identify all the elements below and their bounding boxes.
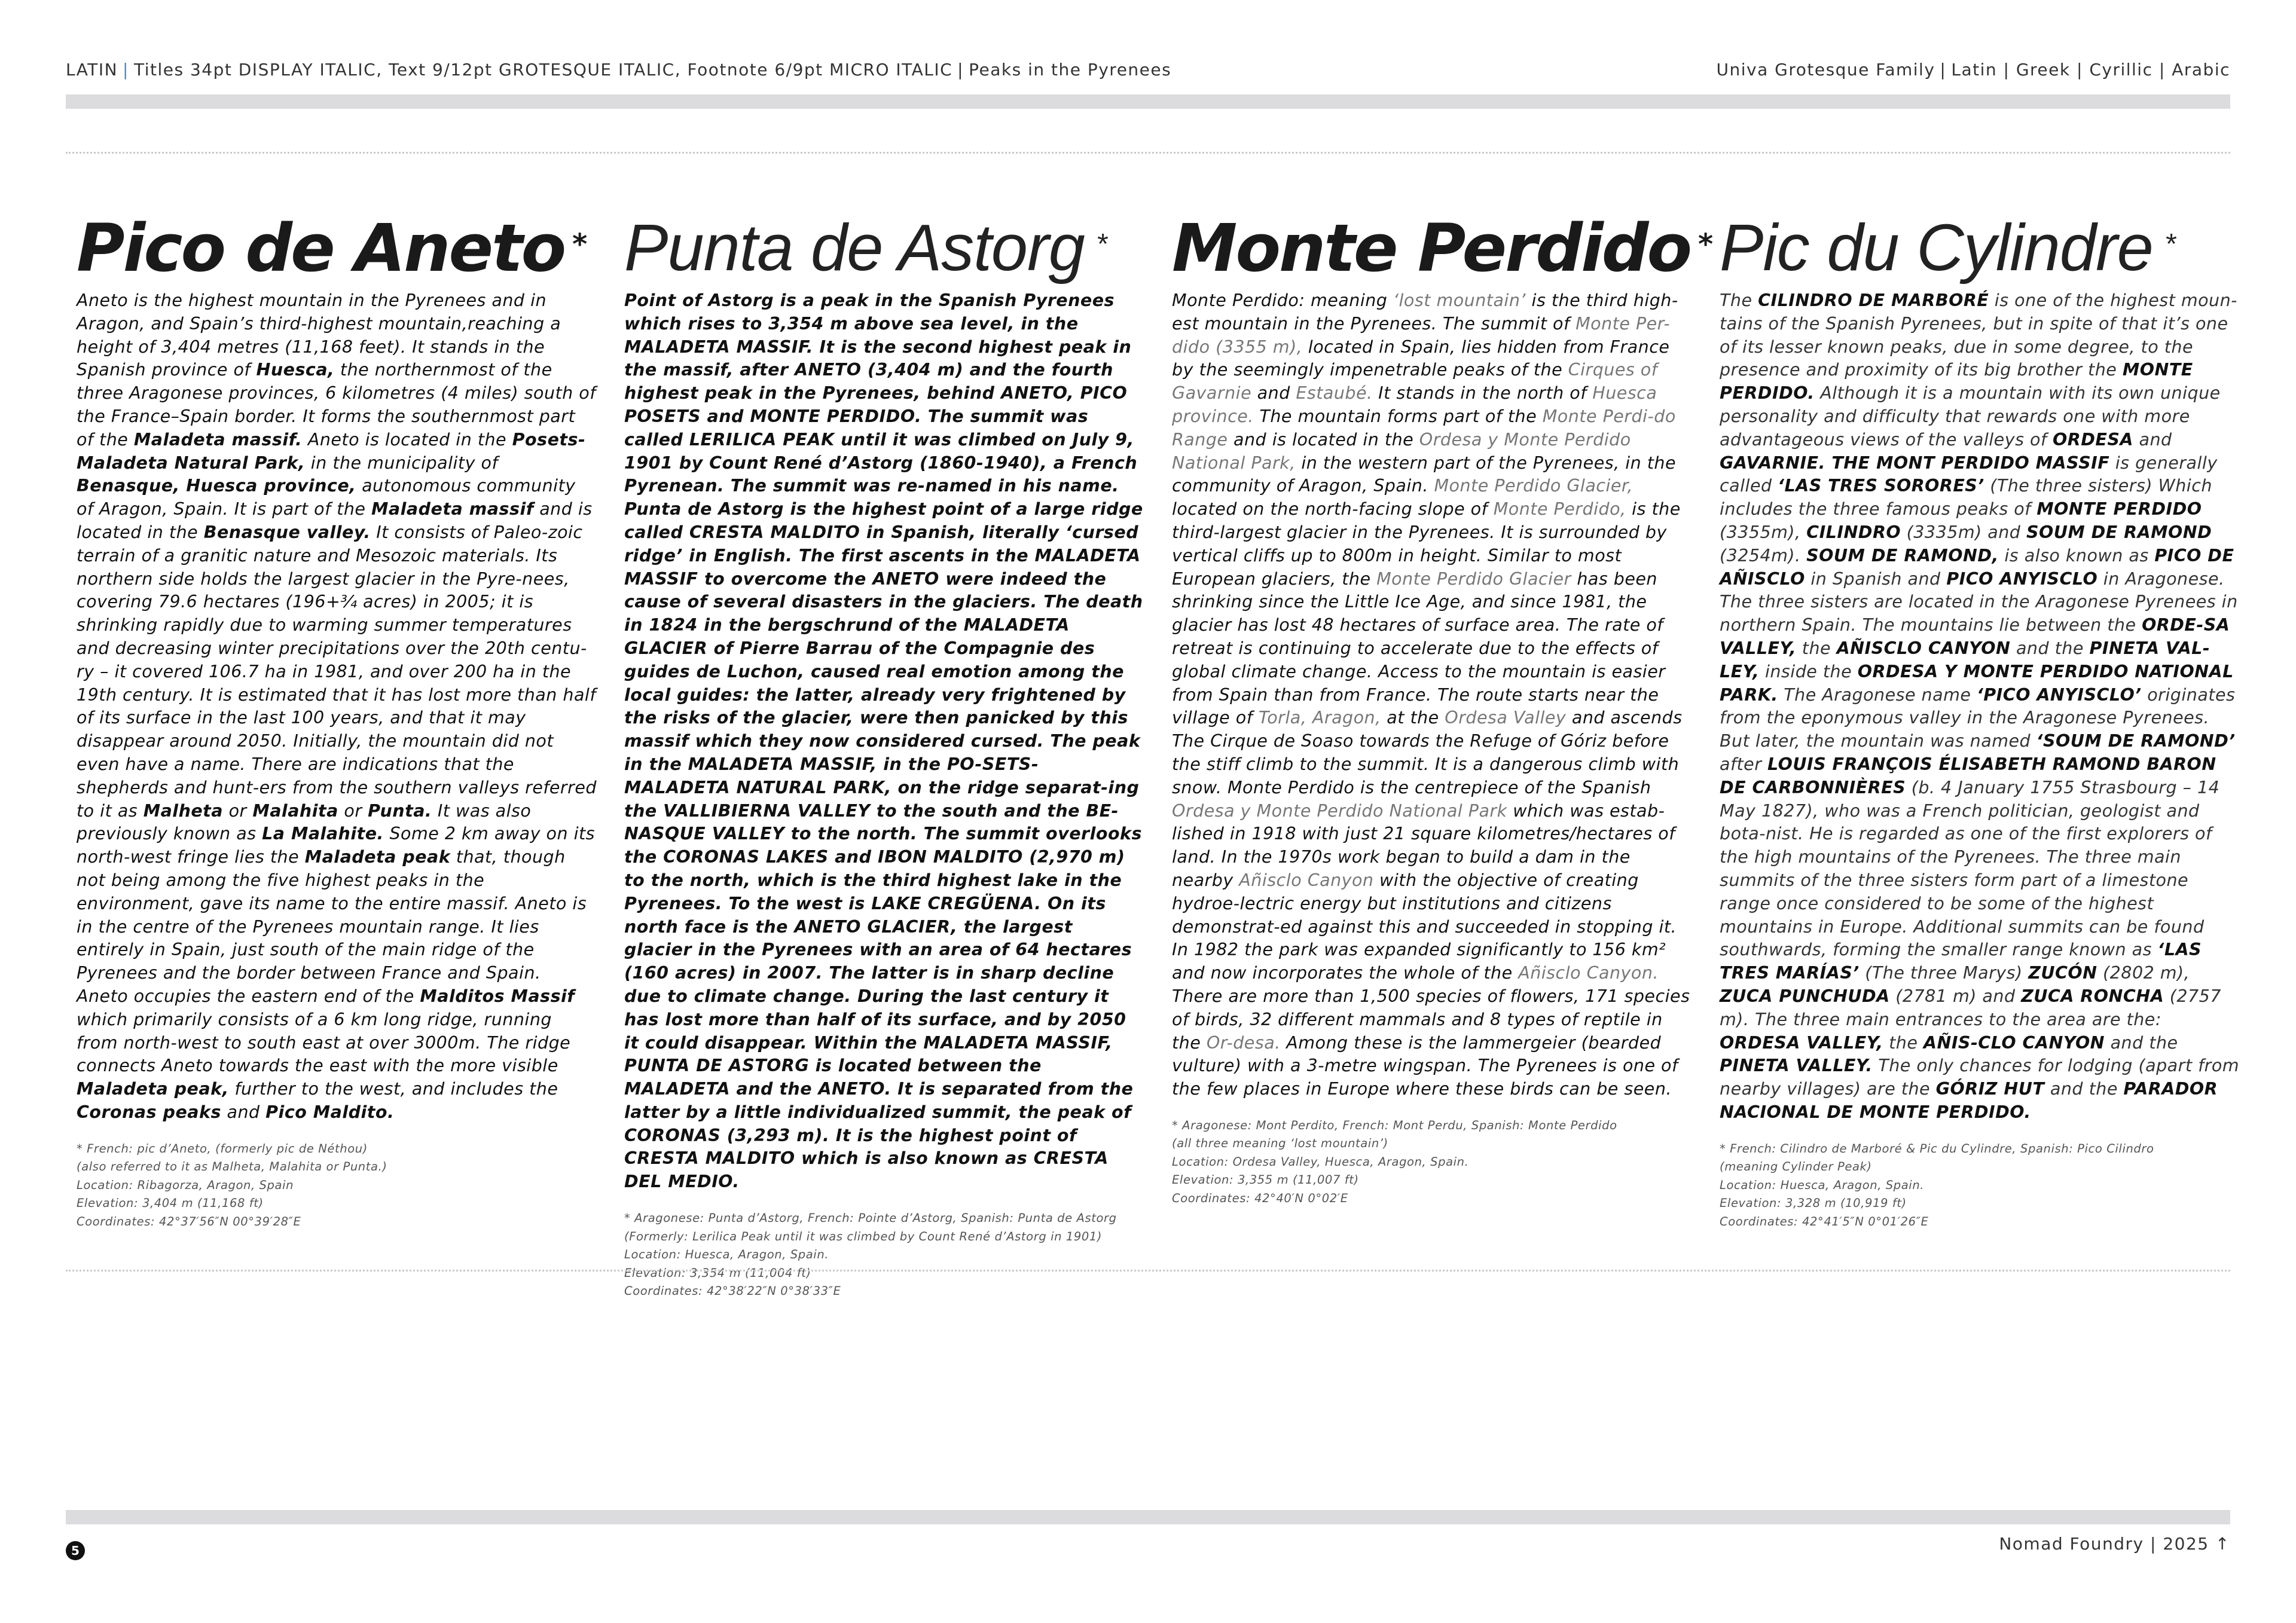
body-text-run: ORDESA Y MONTE PERDIDO NATIONAL PARK. (1720, 661, 2234, 705)
body-text-run: the (1796, 638, 1837, 658)
header-language: LATIN (66, 60, 118, 80)
body-text-run: which primarily consists of a 6 km long ridge, running from north-west to south east at over 3000m. The ridge connects Aneto towards the east with the more visible (77, 1009, 571, 1076)
body-text-run: and the (730, 1079, 819, 1099)
footnote-line: Elevation: 3,354 m (11,004 ft) (624, 1266, 811, 1280)
body-text-run: Or-desa. (1206, 1032, 1281, 1053)
body-text-run: and ascends The Cirque de Soaso towards the Refuge of Góriz before the stiff climb to the summit. It is a dangerous climb with snow. Monte Perdido is the centrepiece of the Spanish (1172, 708, 1683, 797)
body-text-run: ‘LAS TRES SORORES’ (1778, 476, 1984, 496)
body-text-run: CRESTA MALDITO (689, 522, 860, 542)
body-text-run: until it was climbed on July 9, 1901 by (624, 429, 1134, 473)
body-text-run: is also known as (1998, 545, 2155, 566)
body-text-run: CORONAS (624, 1125, 721, 1145)
column-title: Pic du Cylindre * (1720, 209, 2153, 287)
body-text-run: with the objective of creating hydroe-lectric energy but institutions and citizens demonstrat-ed against this and succeeded in stopping it. In 1982 the park was expanded significantly to 156 km² and now incorporates the whole of the (1172, 870, 1677, 983)
body-text-run: further to the west, and includes the (228, 1079, 558, 1099)
body-text-run: Huesca, (256, 360, 335, 380)
body-text-run: (1860-1940), a French Pyrenean. The summit was re-named in his name. Punta de Astorg is the highest point of a large ridge called (624, 453, 1143, 542)
body-text-run: MALADETA (624, 1079, 731, 1099)
body-text-run: ORDESA (2053, 429, 2133, 450)
body-text-run: ANETO, PICO POSETS (624, 383, 1128, 426)
body-text-run: CRESTA DEL MEDIO. (624, 1148, 1109, 1192)
body-text-run: ZUCÓN (2028, 963, 2097, 983)
column-body (77, 289, 597, 1124)
body-text-run: Estaubé. (1296, 383, 1373, 404)
header-divider: | (123, 60, 129, 80)
body-text-run: Cirques of Gavarnie (1172, 360, 1658, 404)
body-text-run: SOUM DE RAMOND, (1806, 545, 1999, 566)
page-number-badge: 5 (66, 1541, 85, 1560)
body-text-run: is the third high-est mountain in the Pyrenees. The summit of (1172, 291, 1678, 334)
body-text-run: ‘PICO ANYISCLO’ (1976, 684, 2142, 705)
footnote (77, 1140, 597, 1231)
body-text-run: It was also previously known as (77, 800, 532, 844)
body-text-run: La Malahite. (262, 824, 384, 844)
body-text-run: and the (2044, 1079, 2124, 1099)
body-text-run: VALLIBIERNA VALLEY (663, 800, 871, 821)
body-text-run: SOUM DE RAMOND (2026, 522, 2212, 542)
body-text-run: in the western part of the Pyrenees, in the community of Aragon, Spain. (1172, 453, 1677, 496)
body-text-run: ZUCA RONCHA (2021, 986, 2164, 1006)
footnote-line: * French: pic d’Aneto, (formerly pic de Néthou) (77, 1141, 368, 1156)
body-text-run: Maladeta massif. (133, 429, 303, 450)
body-text-run: CILINDRO DE MARBORÉ (1758, 291, 1989, 310)
body-text-run: located on the north-facing slope of (1172, 499, 1494, 519)
body-text-run: PICO ANYISCLO (1946, 568, 2098, 589)
header-family: Univa Grotesque Family (1716, 60, 1935, 80)
bottom-bar (66, 1510, 2230, 1524)
body-text-run: and (1251, 383, 1296, 404)
asterisk-marker: * (2164, 228, 2176, 260)
body-text-run: inside the (1759, 661, 1858, 681)
body-text-run: ‘SOUM DE RAMOND’ (2036, 731, 2236, 751)
body-text-run: Malditos Massif (420, 986, 575, 1006)
body-text-run: in Aragonese. The three sisters are located in the Aragonese Pyrenees in northern Spain. The mountains lie between the (1720, 568, 2238, 635)
body-text-run: Pierre Barrau (740, 638, 873, 658)
bottom-dotted-rule (66, 1270, 2230, 1271)
body-text-run: AÑIS-CLO CANYON (1923, 1032, 2105, 1053)
body-text-run: Monte Perdido Glacier (1376, 568, 1571, 589)
body-text-run: (b. 4 January 1755 Strasbourg – 14 May 1827), who was a French politician, geologist and bota-nist. He is regarded as one of the first explorers of the high mountains of the Pyrenees. The three main summits of the three sisters form part of a limestone range once considered to be some of the highest mountains in Europe. Additional summits can be found southwards, forming the smaller range known as (1720, 777, 2220, 960)
asterisk-marker: * (1698, 228, 1714, 261)
footer-credit: Nomad Foundry | 2025 ↑ (1999, 1534, 2230, 1554)
footnote (624, 1209, 1144, 1301)
body-text-run: MALADETA MASSIF. (624, 337, 814, 357)
body-text-run: Maladeta peak, (77, 1079, 229, 1099)
body-text-run: Monte Per-dido (3355 m), (1172, 313, 1671, 357)
body-text-run: Monte Perdido, (1493, 499, 1626, 519)
arrow-up-icon: ↑ (2215, 1534, 2230, 1554)
body-text-run: and is located in the (77, 499, 593, 542)
body-text-run: (3,404 m) and the fourth highest peak in the Pyrenees, behind (624, 360, 1113, 404)
body-text-run: in the (877, 754, 947, 774)
body-text-run: The only chances for lodging (apart from nearby villages) are the (1720, 1056, 2240, 1099)
footnote-line: Location: Huesca, Aragon, Spain. (624, 1248, 829, 1262)
body-text-run: Malheta (143, 800, 224, 821)
body-text-run: Point of Astorg is a peak in the Spanish Pyrenees which rises to 3,354 m above sea level, in the (624, 291, 1115, 334)
footnote-line: Location: Huesca, Aragon, Spain. (1720, 1178, 1925, 1192)
body-text-run: PINETA VALLEY. (1720, 1056, 1873, 1076)
body-text-run: It is separated from the latter by a little individualized summit, the peak of (624, 1079, 1134, 1122)
body-text-run: is located between the (809, 1056, 1042, 1076)
body-text-run: (The three sisters) Which includes the three famous peaks of (1720, 476, 2212, 519)
body-text-run: Posets-Maladeta Natural Park, (77, 429, 586, 473)
body-text-run: in Spanish, literally (860, 522, 1065, 542)
body-text-run: It stands in the north of (1372, 383, 1593, 404)
body-text-run: LAKE CREGÜENA. (871, 893, 1042, 913)
body-text-run: has been shrinking since the Little Ice Age, and since 1981, the glacier has lost 48 hectares of surface area. The rate of retreat is continuing to accelerate due to the effects of global climate change. Access to the mountain is easier from Spain than from France. The route starts near the village of (1172, 568, 1666, 728)
body-text-run: Among these is the lammergeier (bearded vulture) with a 3-metre wingspan. The Pyrenees is one of the few places in Europe where these birds can be seen. (1172, 1032, 1678, 1099)
body-text-run: Punta. (368, 800, 432, 821)
body-text-run: PARADOR NACIONAL DE MONTE PERDIDO. (1720, 1079, 2218, 1122)
body-text-run: Añisclo Canyon (1239, 870, 1374, 890)
column-title: Monte Perdido * (1172, 209, 1690, 287)
column-monte-perdido (1172, 209, 1714, 1208)
body-text-run: (3,293 m). It is the highest point of (720, 1125, 1077, 1145)
body-text-run: of (707, 638, 740, 658)
footnote-line: Elevation: 3,355 m (11,007 ft) (1172, 1173, 1359, 1187)
footnote-line: Coordinates: 42°40′N 0°02′E (1172, 1191, 1348, 1205)
body-text-run: on the ridge separat-ing the (624, 777, 1140, 821)
body-text-run: (2781 m) and (1889, 986, 2022, 1006)
header-divider: | (957, 60, 964, 80)
body-text-run: and (221, 1102, 266, 1122)
body-text-run: (The three Marys) (1859, 963, 2029, 983)
body-text-run: ANETO (872, 568, 939, 589)
footnote-line: (also referred to it as Malheta, Malahita or Punta.) (77, 1160, 387, 1174)
body-text-run: and the (2010, 638, 2090, 658)
footnote-line: * Aragonese: Punta d’Astorg, French: Pointe d’Astorg, Spanish: Punta de Astorg (624, 1211, 1117, 1225)
header-topic: Peaks in the Pyrenees (969, 60, 1172, 80)
footnote-line: Coordinates: 42°37′56″N 00°39′28″E (77, 1214, 301, 1228)
body-text-run: Aneto is located in the (302, 429, 512, 450)
footnote (1172, 1117, 1692, 1208)
body-text-run: Aneto is the highest mountain in the Pyrenees and in Aragon, and Spain’s third-highest mountain,reaching a height of 3,404 metres (11,168 feet). It stands in the Spanish province of (77, 291, 561, 380)
body-text-run: The summit was called (624, 406, 1089, 450)
body-text-run: were indeed the cause of several disasters in the glaciers. The death in 1824 in the bergschrund of the (624, 568, 1143, 635)
body-text-run: GAVARNIE. THE MONT PERDIDO MASSIF (1720, 453, 2110, 473)
body-text-run: and the (2105, 1032, 2178, 1053)
top-bar (66, 94, 2230, 109)
body-text-run: (2,970 m) to the north, which is the third highest lake in the Pyrenees. To the west is (624, 847, 1125, 913)
body-text-run: at the (1381, 708, 1445, 728)
body-text-run: Benasque, Huesca province, (77, 476, 356, 496)
body-text-run: (2802 m), (2097, 963, 2190, 983)
body-text-run: to the north. The summit overlooks the (624, 824, 1142, 867)
footnote-line: Coordinates: 42°41′5″N 0°01′26″E (1720, 1214, 1929, 1228)
body-text-run: Monte Perdido Glacier, (1434, 476, 1634, 496)
body-text-run: which is also known as (795, 1148, 1034, 1169)
top-dotted-rule (66, 152, 2230, 154)
body-text-run: the largest glacier in the Pyrenees with an area of 64 hectares (160 acres) in 2007. The latter is in sharp decline due to climate change. During the last century it has lost more than half of its surface, and by 2050 it could disappear. Within the (624, 916, 1132, 1053)
body-text-run: and is located in the (1228, 429, 1419, 450)
column-pico-de-aneto (77, 209, 597, 1231)
body-text-run: and (2133, 429, 2172, 450)
body-text-run: in English. The first ascents in the (682, 545, 1035, 566)
body-text-run: PINETA VAL-LEY, (1720, 638, 2210, 681)
footnote-line: * French: Cilindro de Marboré & Pic du Cylindre, Spanish: Pico Cilindro (1720, 1141, 2154, 1156)
header-right (1716, 60, 2230, 80)
body-text-run: located in Spain, lies hidden from France by the seemingly impenetrable peaks of the (1172, 337, 1670, 380)
column-body (624, 289, 1144, 1194)
body-text-run: (2757 m). The three main entrances to the area are the: (1720, 986, 2221, 1029)
body-text-run: It is the second highest peak in the massif, after (624, 337, 1132, 380)
body-text-run: CILINDRO (1806, 522, 1901, 542)
body-text-run: BE-NASQUE VALLEY (624, 800, 1119, 844)
body-text-run: Malahita (252, 800, 338, 821)
body-text-run: IBON MALDITO (877, 847, 1023, 867)
body-text-run: On its north face is the (624, 893, 1106, 937)
body-text-run: originates from the eponymous valley in the Aragonese Pyrenees. But later, the mountain was named (1720, 684, 2236, 751)
header-specs: Titles 34pt DISPLAY ITALIC, Text 9/12pt GROTESQUE ITALIC, Footnote 6/9pt MICRO ITALIC (133, 60, 953, 80)
column-title: Pico de Aneto * (77, 209, 564, 287)
body-text-run: in the municipality of (305, 453, 499, 473)
body-text-run: is one of the highest moun-tains of the Spanish Pyrenees, but in spite of that it’s one of its lesser known peaks, due in some degree, to the presence and proximity of its big brother the (1720, 291, 2237, 380)
body-text-run: ‘lost mountain’ (1393, 291, 1526, 310)
column-pic-du-cylindre (1720, 209, 2240, 1231)
footnote-line: (meaning Cylinder Peak) (1720, 1160, 1872, 1174)
body-text-run: Ordesa y Monte Perdido National Park, (1172, 429, 1631, 473)
body-text-run: is generally called (1720, 453, 2218, 496)
footnote-line: Location: Ribagorza, Aragon, Spain (77, 1178, 294, 1192)
footnote-line: Coordinates: 42°38′22″N 0°38′33″E (624, 1284, 841, 1298)
page-header (66, 60, 2230, 80)
body-text-run: Maladeta massif (371, 499, 534, 519)
body-text-run: ORDE-SA VALLEY, (1720, 615, 2230, 658)
body-text-run: the northernmost of the three Aragonese provinces, 6 kilometres (4 miles) south of the France–Spain border. It forms the southernmost part of the (77, 360, 596, 450)
footnote-line: (Formerly: Lerilica Peak until it was climbed by Count René d’Astorg in 1901) (624, 1229, 1103, 1243)
body-text-run: AÑISCLO CANYON (1836, 638, 2011, 658)
body-text-run: There are more than 1,500 species of flowers, 171 species of birds, 32 different mammals and 8 types of reptile in the (1172, 986, 1690, 1053)
body-text-run: The mountain forms part of the (1253, 406, 1543, 426)
body-text-run: The Aragonese name (1778, 684, 1977, 705)
body-text-run: that, though not being among the five highest peaks in the environment, gave its name to the entire massif. Aneto is in the centre of the Pyrenees mountain range. It lies entirely in Spain, just south of the main ridge of the Pyrenees and the border between France and Spain. Aneto occupies the eastern end of the (77, 847, 587, 1006)
footnote-line: (all three meaning ‘lost mountain’) (1172, 1136, 1388, 1151)
body-text-run: The (1720, 291, 1758, 310)
body-text-run: (3335m) and (1901, 522, 2026, 542)
body-text-run: Although it is a mountain with its own unique personality and difficulty that rewards one with more advantageous views of the valleys of (1720, 383, 2221, 450)
body-text-run: in Spanish and (1805, 568, 1947, 589)
header-divider: | (1940, 60, 1947, 80)
body-text-run: and (701, 406, 750, 426)
body-text-run: (3254m). (1720, 545, 1807, 566)
footnote-line: Elevation: 3,404 m (11,168 ft) (77, 1196, 264, 1211)
body-text-run: ANETO. (818, 1079, 891, 1099)
body-text-run: Ordesa Valley (1445, 708, 1567, 728)
body-text-run: Maladeta peak (304, 847, 451, 867)
body-text-run: ANETO (794, 360, 862, 380)
body-text-run: the (1883, 1032, 1923, 1053)
asterisk-marker: * (1096, 228, 1107, 260)
body-text-run: Compagnie des guides de Luchon, (624, 638, 1095, 681)
footnote-line: Elevation: 3,328 m (10,919 ft) (1720, 1196, 1907, 1211)
body-text-run: Torla, Aragon, (1258, 708, 1381, 728)
body-text-run: MONTE PERDIDO. (1720, 360, 2193, 404)
body-text-run: LOUIS FRANÇOIS ÉLISABETH RAMOND BARON DE CARBONNIÈRES (1720, 754, 2216, 797)
body-text-run: or (223, 800, 253, 821)
body-text-run: and (828, 847, 878, 867)
body-text-run: Monte Perdido: meaning (1172, 291, 1393, 310)
body-text-run: PICO DE AÑISCLO (1720, 545, 2234, 589)
body-text-run: ANETO GLACIER, (794, 916, 958, 937)
body-text-run: Count René d’Astorg (709, 453, 914, 473)
column-body (1720, 289, 2240, 1124)
body-text-run: autonomous community of Aragon, Spain. It is part of the (77, 476, 576, 519)
footnote-line: * Aragonese: Mont Perdito, French: Mont Perdu, Spanish: Monte Perdido (1172, 1118, 1617, 1132)
body-text-run: Monte Perdi-do Range (1172, 406, 1676, 450)
body-text-run: CRESTA MALDITO (624, 1148, 795, 1169)
column-body (1172, 289, 1692, 1101)
body-text-run: GÓRIZ HUT (1935, 1079, 2045, 1099)
body-text-run: Huesca province. (1172, 383, 1657, 426)
body-text-run: Añisclo Canyon. (1518, 963, 1659, 983)
body-text-run: ‘cursed ridge’ (624, 522, 1139, 566)
body-text-run: MALADETA MASSIF, PUNTA DE ASTORG (624, 1032, 1113, 1076)
asterisk-marker: * (572, 228, 588, 261)
body-text-run: MALADETA GLACIER (624, 615, 1070, 658)
body-text-run: Coronas peaks (77, 1102, 221, 1122)
body-text-run: ‘LAS TRES MARÍAS’ (1720, 940, 2202, 983)
body-text-run: MONTE PERDIDO. (750, 406, 922, 426)
body-text-run: MALADETA MASSIF (624, 545, 1141, 589)
body-text-run: caused real emotion among the local guides: the latter, already very frightened by the risks of the glacier, were then panicked by this massif which they now considered cursed. The peak in the (624, 661, 1141, 774)
body-text-run: Some 2 km away on its north-west fringe lies the (77, 824, 596, 867)
body-text-run: to overcome the (698, 568, 873, 589)
footnote (1720, 1140, 2240, 1231)
body-text-run: or (338, 800, 368, 821)
body-text-run: PO-SETS-MALADETA NATURAL PARK, (624, 754, 1039, 797)
body-text-run: which was estab-lished in 1918 with just 21 square kilometres/hectares of land. In the 1970s work began to build a dam in the nearby (1172, 800, 1675, 890)
body-text-run: CORONAS LAKES (663, 847, 829, 867)
body-text-run: is the third-largest glacier in the Pyrenees. It is surrounded by vertical cliffs up to 800m in height. Similar to most European glaciers, the (1172, 499, 1681, 589)
body-text-run: MONTE PERDIDO (2037, 499, 2202, 519)
body-text-run: Benasque valley. (203, 522, 371, 542)
footnote-line: Location: Ordesa Valley, Huesca, Aragon, Spain. (1172, 1154, 1469, 1169)
body-text-run: It consists of Paleo-zoic terrain of a granitic nature and Mesozoic materials. Its northern side holds the largest glacier in the Pyre-nees, covering 79.6 hectares (196+¾ acres) in 2005; it is shrinking rapidly due to warming summer temperatures and decreasing winter precipitations over the 20th centu-ry – it covered 106.7 ha in 1981, and over 200 ha in the 19th century. It is estimated that it has lost more than half of its surface in the last 100 years, and that it may disappear around 2050. Initially, the mountain did not even have a name. There are indications that the shepherds and hunt-ers from the southern valleys referred to it as (77, 522, 597, 821)
body-text-run: after (1720, 754, 1767, 774)
body-text-run: LERILICA PEAK (689, 429, 835, 450)
body-text-run: ZUCA PUNCHUDA (1720, 986, 1890, 1006)
header-left (66, 60, 1171, 80)
body-text-run: to the south and the (870, 800, 1086, 821)
body-text-run: Ordesa y Monte Perdido National Park (1172, 800, 1507, 821)
header-scripts: Latin | Greek | Cyrillic | Arabic (1951, 60, 2230, 80)
body-text-run: Pico Maldito. (265, 1102, 395, 1122)
body-text-run: of the (872, 638, 944, 658)
column-punta-de-astorg (624, 209, 1144, 1301)
body-text-run: (3355m), (1720, 522, 1807, 542)
body-text-run: ORDESA VALLEY, (1720, 1032, 1883, 1053)
column-title: Punta de Astorg * (624, 209, 1085, 287)
body-text-run: MALADETA MASSIF, (688, 754, 877, 774)
